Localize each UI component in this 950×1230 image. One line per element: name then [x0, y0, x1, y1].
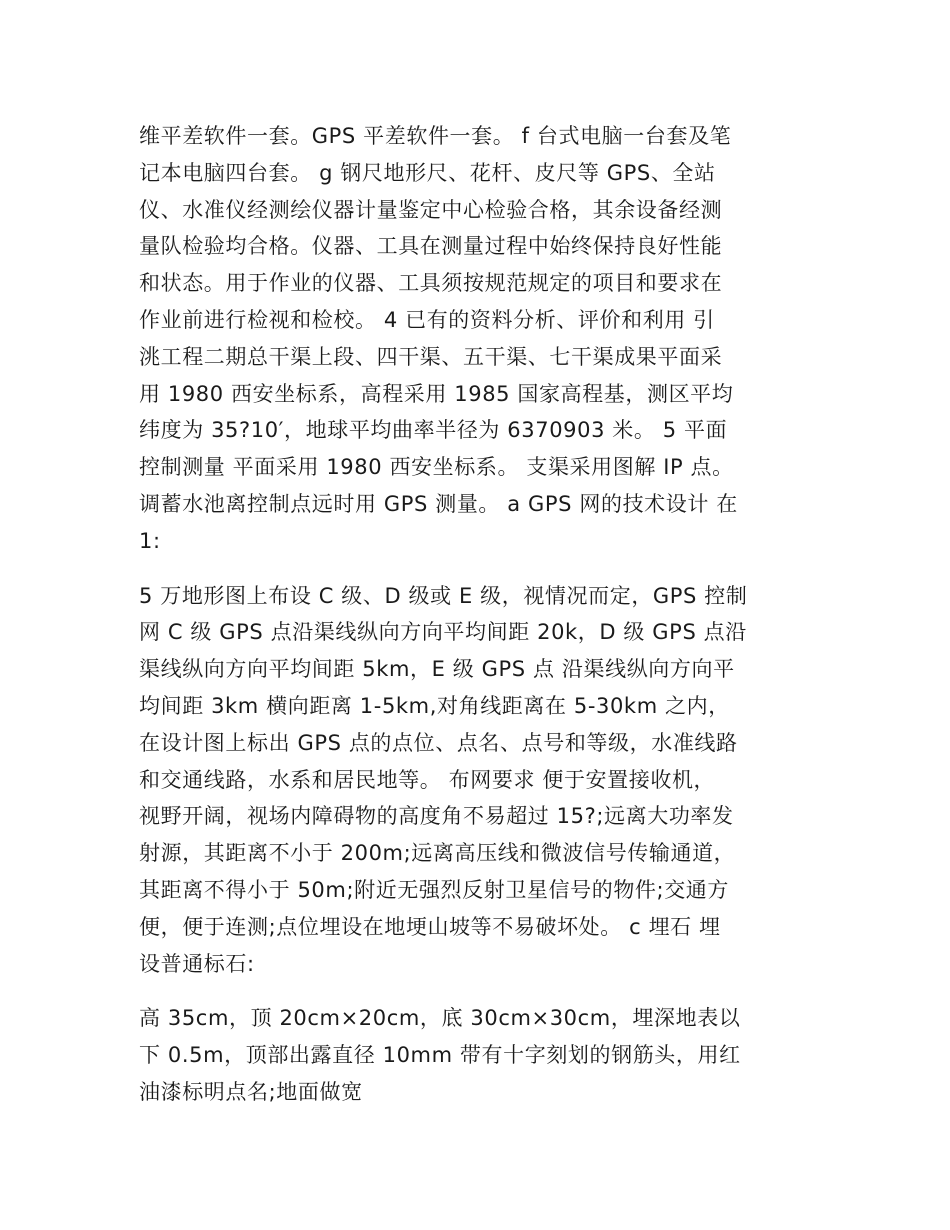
text-line: 仪、水准仪经测绘仪器计量鉴定中心检验合格，其余设备经测 — [139, 197, 723, 222]
text-line: 视野开阔，视场内障碍物的高度角不易超过 15?;远离大功率发 — [139, 804, 734, 829]
text-line: 量队检验均合格。仪器、工具在测量过程中始终保持良好性能 — [139, 234, 723, 259]
text-line: 均间距 3km 横向距离 1-5km,对角线距离在 5-30km 之内， — [139, 693, 730, 718]
text-line: 设普通标石: — [139, 951, 255, 976]
text-line: 油漆标明点名;地面做宽 — [139, 1079, 363, 1104]
text-line: 渠线纵向方向平均间距 5km，E 级 GPS 点 沿渠线纵向方向平 — [139, 657, 735, 682]
paragraph-gap — [139, 982, 811, 1000]
text-line: 在设计图上标出 GPS 点的点位、点名、点号和等级，水准线路 — [139, 730, 738, 755]
text-line: 其距离不得小于 50m;附近无强烈反射卫星信号的物件;交通方 — [139, 877, 730, 902]
text-line: 记本电脑四台套。 g 钢尺地形尺、花杆、皮尺等 GPS、全站 — [139, 160, 716, 185]
text-line: 高 35cm，顶 20cm×20cm，底 30cm×30cm，埋深地表以 — [139, 1006, 741, 1031]
text-line: 作业前进行检视和检校。 4 已有的资料分析、评价和利用 引 — [139, 307, 715, 332]
text-line: 和状态。用于作业的仪器、工具须按规范规定的项目和要求在 — [139, 271, 723, 296]
text-line: 和交通线路，水系和居民地等。 布网要求 便于安置接收机， — [139, 767, 716, 792]
text-line: 控制测量 平面采用 1980 西安坐标系。 支渠采用图解 IP 点。 — [139, 455, 734, 480]
document-body — [139, 118, 811, 1111]
paragraph-gap — [139, 560, 811, 578]
text-line: 调蓄水池离控制点远时用 GPS 测量。 a GPS 网的技术设计 在 — [139, 491, 738, 516]
paragraph-1 — [139, 118, 811, 560]
text-line: 1: — [139, 528, 161, 553]
text-line: 下 0.5m，顶部出露直径 10mm 带有十字刻划的钢筋头，用红 — [139, 1043, 741, 1068]
text-line: 维平差软件一套。GPS 平差软件一套。 f 台式电脑一台套及笔 — [139, 124, 732, 148]
text-line: 用 1980 西安坐标系，高程采用 1985 国家高程基，测区平均 — [139, 381, 734, 406]
paragraph-3 — [139, 1000, 811, 1110]
text-line: 洮工程二期总干渠上段、四干渠、五干渠、七干渠成果平面采 — [139, 344, 723, 369]
text-line: 纬度为 35?10′，地球平均曲率半径为 6370903 米。 5 平面 — [139, 418, 728, 443]
paragraph-2 — [139, 578, 811, 983]
text-line: 5 万地形图上布设 C 级、D 级或 E 级，视情况而定，GPS 控制 — [139, 583, 748, 608]
text-line: 射源，其距离不小于 200m;远离高压线和微波信号传输通道， — [139, 841, 736, 866]
text-line: 便，便于连测;点位埋设在地埂山坡等不易破坏处。 c 埋石 埋 — [139, 914, 721, 939]
text-line: 网 C 级 GPS 点沿渠线纵向方向平均间距 20k，D 级 GPS 点沿 — [139, 620, 747, 645]
